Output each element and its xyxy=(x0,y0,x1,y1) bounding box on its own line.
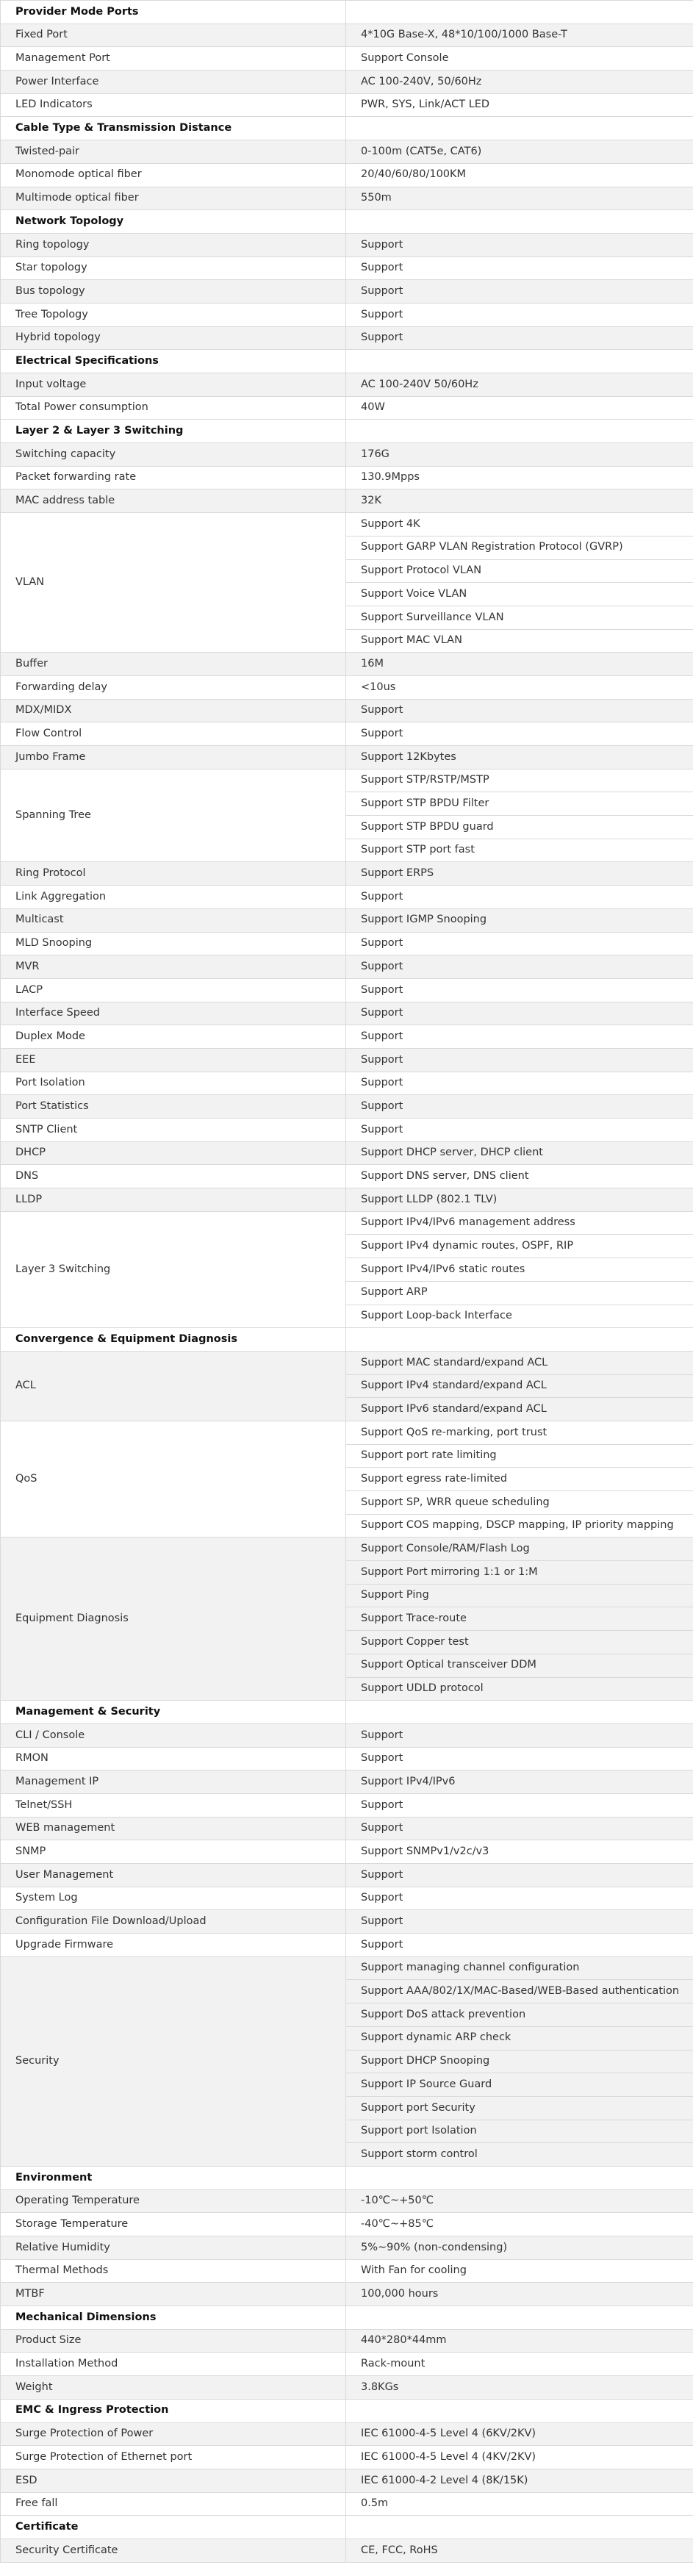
spec-row xyxy=(1,1793,693,1817)
spec-label: MDX/MIDX xyxy=(1,699,346,722)
spec-row xyxy=(1,653,693,676)
section-spacer-cell xyxy=(346,1,693,24)
spec-label: Layer 3 Switching xyxy=(1,1211,346,1327)
spec-row xyxy=(1,2492,693,2516)
spec-value: IEC 61000-4-5 Level 4 (6KV/2KV) xyxy=(346,2422,693,2446)
spec-value: 100,000 hours xyxy=(346,2283,693,2306)
spec-value: Support STP BPDU guard xyxy=(346,816,693,839)
spec-value: Support xyxy=(346,1747,693,1770)
spec-label: Security Certificate xyxy=(1,2539,346,2562)
spec-value: 130.9Mpps xyxy=(346,466,693,489)
spec-row xyxy=(1,886,693,909)
spec-label: Operating Temperature xyxy=(1,2189,346,2213)
spec-value: Support storm control xyxy=(346,2143,693,2167)
spec-value: Support Console xyxy=(346,47,693,71)
spec-row xyxy=(1,978,693,1002)
spec-value: Support Ping xyxy=(346,1584,693,1607)
spec-label: Flow Control xyxy=(1,722,346,746)
spec-label: Power Interface xyxy=(1,71,346,94)
spec-label: Forwarding delay xyxy=(1,675,346,699)
spec-value: Support Console/RAM/Flash Log xyxy=(346,1538,693,1561)
spec-row xyxy=(1,373,693,397)
spec-row xyxy=(1,699,693,722)
spec-value: Support 4K xyxy=(346,513,693,537)
spec-row xyxy=(1,1817,693,1840)
spec-value: Support xyxy=(346,1072,693,1095)
spec-value: AC 100-240V 50/60Hz xyxy=(346,373,693,397)
spec-row xyxy=(1,513,693,537)
spec-value: Support IPv4 dynamic routes, OSPF, RIP xyxy=(346,1235,693,1258)
spec-label: Jumbo Frame xyxy=(1,746,346,769)
spec-row xyxy=(1,303,693,326)
spec-value: Support xyxy=(346,1864,693,1887)
spec-value: Support STP port fast xyxy=(346,839,693,862)
spec-value: Support Copper test xyxy=(346,1631,693,1654)
spec-value: 0-100m (CAT5e, CAT6) xyxy=(346,140,693,164)
section-spacer-cell xyxy=(346,350,693,373)
spec-label: Interface Speed xyxy=(1,1002,346,1025)
spec-value: Support IGMP Snooping xyxy=(346,908,693,932)
section-title: EMC & Ingress Protection xyxy=(1,2399,346,2422)
spec-label: Hybrid topology xyxy=(1,326,346,350)
section-title: Network Topology xyxy=(1,210,346,234)
section-spacer-cell xyxy=(346,2306,693,2330)
spec-row xyxy=(1,2259,693,2283)
spec-label: LACP xyxy=(1,978,346,1002)
spec-value: Support MAC VLAN xyxy=(346,629,693,653)
spec-value: Support xyxy=(346,1025,693,1049)
spec-value: Support xyxy=(346,1048,693,1072)
spec-row xyxy=(1,932,693,955)
spec-label: Switching capacity xyxy=(1,443,346,467)
spec-row xyxy=(1,93,693,117)
spec-row xyxy=(1,2213,693,2236)
spec-value: Support Voice VLAN xyxy=(346,583,693,606)
spec-row xyxy=(1,326,693,350)
spec-row xyxy=(1,1025,693,1049)
spec-label: MTBF xyxy=(1,2283,346,2306)
spec-row xyxy=(1,908,693,932)
spec-value: Support egress rate-limited xyxy=(346,1468,693,1491)
spec-label: Twisted-pair xyxy=(1,140,346,164)
spec-row xyxy=(1,443,693,467)
spec-row xyxy=(1,1119,693,1142)
spec-value: 5%~90% (non-condensing) xyxy=(346,2236,693,2260)
spec-value: Support xyxy=(346,1887,693,1910)
section-title: Mechanical Dimensions xyxy=(1,2306,346,2330)
spec-label: System Log xyxy=(1,1887,346,1910)
spec-value: Support xyxy=(346,256,693,280)
spec-value: 32K xyxy=(346,489,693,513)
spec-value: Support GARP VLAN Registration Protocol (GVRP) xyxy=(346,536,693,559)
spec-label: Fixed Port xyxy=(1,24,346,47)
spec-label: VLAN xyxy=(1,513,346,653)
spec-row xyxy=(1,2469,693,2492)
spec-label: Ring topology xyxy=(1,233,346,256)
spec-label: Spanning Tree xyxy=(1,769,346,862)
spec-value: AC 100-240V, 50/60Hz xyxy=(346,71,693,94)
section-header-row xyxy=(1,2516,693,2539)
spec-label: Tree Topology xyxy=(1,303,346,326)
spec-row xyxy=(1,2446,693,2469)
spec-label: Total Power consumption xyxy=(1,396,346,420)
spec-row xyxy=(1,187,693,210)
spec-row xyxy=(1,1165,693,1188)
spec-row xyxy=(1,47,693,71)
spec-row xyxy=(1,2329,693,2353)
section-title: Management & Security xyxy=(1,1701,346,1724)
spec-row xyxy=(1,1048,693,1072)
spec-row xyxy=(1,1095,693,1119)
spec-value: Support ERPS xyxy=(346,862,693,886)
spec-value: Support COS mapping, DSCP mapping, IP priority mapping xyxy=(346,1514,693,1538)
spec-label: Duplex Mode xyxy=(1,1025,346,1049)
spec-value: Rack-mount xyxy=(346,2353,693,2376)
spec-row xyxy=(1,163,693,187)
spec-value: Support xyxy=(346,233,693,256)
spec-row xyxy=(1,2353,693,2376)
spec-row xyxy=(1,1840,693,1864)
spec-value: Support AAA/802/1X/MAC-Based/WEB-Based authentication xyxy=(346,1980,693,2003)
spec-value: Support DNS server, DNS client xyxy=(346,1165,693,1188)
spec-value: Support xyxy=(346,303,693,326)
spec-value: Support DHCP Snooping xyxy=(346,2050,693,2073)
spec-value: Support Trace-route xyxy=(346,1607,693,1631)
spec-row xyxy=(1,2189,693,2213)
spec-label: RMON xyxy=(1,1747,346,1770)
spec-row xyxy=(1,1072,693,1095)
section-spacer-cell xyxy=(346,117,693,140)
spec-value: Support xyxy=(346,1119,693,1142)
spec-value: Support xyxy=(346,932,693,955)
spec-row xyxy=(1,489,693,513)
spec-row xyxy=(1,1421,693,1444)
spec-value: 0.5m xyxy=(346,2492,693,2516)
section-spacer-cell xyxy=(346,210,693,234)
spec-row xyxy=(1,233,693,256)
spec-value: Support SNMPv1/v2c/v3 xyxy=(346,1840,693,1864)
spec-value: Support MAC standard/expand ACL xyxy=(346,1351,693,1374)
spec-value: Support xyxy=(346,978,693,1002)
spec-value: Support Surveillance VLAN xyxy=(346,606,693,629)
spec-label: Port Isolation xyxy=(1,1072,346,1095)
section-header-row xyxy=(1,1,693,24)
spec-row xyxy=(1,1002,693,1025)
spec-label: User Management xyxy=(1,1864,346,1887)
section-spacer-cell xyxy=(346,2399,693,2422)
spec-value: PWR, SYS, Link/ACT LED xyxy=(346,93,693,117)
spec-value: Support xyxy=(346,1793,693,1817)
spec-row xyxy=(1,2236,693,2260)
spec-label: Link Aggregation xyxy=(1,886,346,909)
section-title: Provider Mode Ports xyxy=(1,1,346,24)
spec-value: CE, FCC, RoHS xyxy=(346,2539,693,2562)
spec-value: Support IPv4/IPv6 xyxy=(346,1770,693,1794)
spec-row xyxy=(1,1188,693,1212)
spec-row xyxy=(1,1887,693,1910)
spec-value: Support IPv4 standard/expand ACL xyxy=(346,1374,693,1398)
spec-row xyxy=(1,140,693,164)
spec-value: IEC 61000-4-5 Level 4 (4KV/2KV) xyxy=(346,2446,693,2469)
spec-label: Packet forwarding rate xyxy=(1,466,346,489)
spec-row xyxy=(1,396,693,420)
spec-label: Product Size xyxy=(1,2329,346,2353)
spec-row xyxy=(1,746,693,769)
spec-row xyxy=(1,1351,693,1374)
spec-row xyxy=(1,1538,693,1561)
spec-row xyxy=(1,722,693,746)
spec-label: Free fall xyxy=(1,2492,346,2516)
spec-value: Support port rate limiting xyxy=(346,1444,693,1468)
spec-value: Support 12Kbytes xyxy=(346,746,693,769)
spec-value: Support xyxy=(346,1910,693,1934)
spec-label: Buffer xyxy=(1,653,346,676)
section-header-row xyxy=(1,2399,693,2422)
spec-value: Support DHCP server, DHCP client xyxy=(346,1141,693,1165)
spec-value: Support xyxy=(346,326,693,350)
spec-label: Multimode optical fiber xyxy=(1,187,346,210)
section-spacer-cell xyxy=(346,2166,693,2189)
spec-row xyxy=(1,955,693,979)
spec-label: Security xyxy=(1,1956,346,2166)
section-title: Electrical Specifications xyxy=(1,350,346,373)
spec-value: Support managing channel configuration xyxy=(346,1956,693,1980)
spec-label: LLDP xyxy=(1,1188,346,1212)
section-spacer-cell xyxy=(346,1328,693,1352)
spec-value: Support Loop-back Interface xyxy=(346,1305,693,1328)
spec-label: SNTP Client xyxy=(1,1119,346,1142)
spec-row xyxy=(1,769,693,792)
spec-label: Multicast xyxy=(1,908,346,932)
spec-value: Support UDLD protocol xyxy=(346,1677,693,1701)
spec-label: Star topology xyxy=(1,256,346,280)
spec-row xyxy=(1,1934,693,1957)
spec-value: Support Protocol VLAN xyxy=(346,559,693,583)
spec-label: Thermal Methods xyxy=(1,2259,346,2283)
spec-value: 440*280*44mm xyxy=(346,2329,693,2353)
spec-value: Support xyxy=(346,1817,693,1840)
spec-label: Upgrade Firmware xyxy=(1,1934,346,1957)
spec-value: Support xyxy=(346,1723,693,1747)
spec-value: -10℃~+50℃ xyxy=(346,2189,693,2213)
spec-label: MVR xyxy=(1,955,346,979)
spec-label: Storage Temperature xyxy=(1,2213,346,2236)
spec-value: -40℃~+85℃ xyxy=(346,2213,693,2236)
spec-value: Support ARP xyxy=(346,1281,693,1305)
section-header-row xyxy=(1,117,693,140)
spec-row xyxy=(1,24,693,47)
section-header-row xyxy=(1,2166,693,2189)
spec-value: 40W xyxy=(346,396,693,420)
spec-label: MLD Snooping xyxy=(1,932,346,955)
spec-value: 4*10G Base-X, 48*10/100/1000 Base-T xyxy=(346,24,693,47)
section-header-row xyxy=(1,420,693,443)
spec-value: Support xyxy=(346,1095,693,1119)
spec-value: Support Port mirroring 1:1 or 1:M xyxy=(346,1561,693,1585)
spec-row xyxy=(1,1211,693,1235)
spec-row xyxy=(1,1141,693,1165)
spec-value: <10us xyxy=(346,675,693,699)
section-header-row xyxy=(1,2306,693,2330)
spec-label: LED Indicators xyxy=(1,93,346,117)
spec-label: DHCP xyxy=(1,1141,346,1165)
section-spacer-cell xyxy=(346,2516,693,2539)
spec-value: 176G xyxy=(346,443,693,467)
spec-label: Configuration File Download/Upload xyxy=(1,1910,346,1934)
spec-value: 3.8KGs xyxy=(346,2376,693,2400)
spec-label: Installation Method xyxy=(1,2353,346,2376)
spec-value: 16M xyxy=(346,653,693,676)
spec-value: Support QoS re-marking, port trust xyxy=(346,1421,693,1444)
spec-label: Weight xyxy=(1,2376,346,2400)
spec-row xyxy=(1,466,693,489)
section-header-row xyxy=(1,1328,693,1352)
section-title: Certificate xyxy=(1,2516,346,2539)
spec-row xyxy=(1,1770,693,1794)
spec-label: WEB management xyxy=(1,1817,346,1840)
spec-value: Support STP/RSTP/MSTP xyxy=(346,769,693,792)
spec-row xyxy=(1,1910,693,1934)
spec-row xyxy=(1,2422,693,2446)
spec-label: MAC address table xyxy=(1,489,346,513)
section-title: Layer 2 & Layer 3 Switching xyxy=(1,420,346,443)
spec-value: Support port Isolation xyxy=(346,2120,693,2143)
spec-row xyxy=(1,256,693,280)
spec-label: Relative Humidity xyxy=(1,2236,346,2260)
section-header-row xyxy=(1,350,693,373)
spec-value: Support port Security xyxy=(346,2096,693,2120)
spec-label: QoS xyxy=(1,1421,346,1537)
spec-label: Port Statistics xyxy=(1,1095,346,1119)
section-spacer-cell xyxy=(346,420,693,443)
spec-row xyxy=(1,71,693,94)
spec-row xyxy=(1,280,693,304)
spec-value: 550m xyxy=(346,187,693,210)
spec-row xyxy=(1,1956,693,1980)
spec-label: Management IP xyxy=(1,1770,346,1794)
spec-row xyxy=(1,2539,693,2562)
spec-value: Support xyxy=(346,722,693,746)
spec-value: Support xyxy=(346,280,693,304)
spec-label: DNS xyxy=(1,1165,346,1188)
section-title: Cable Type & Transmission Distance xyxy=(1,117,346,140)
spec-value: Support IPv6 standard/expand ACL xyxy=(346,1398,693,1421)
spec-row xyxy=(1,2376,693,2400)
section-spacer-cell xyxy=(346,1701,693,1724)
spec-label: ESD xyxy=(1,2469,346,2492)
spec-table-body xyxy=(1,1,693,2563)
spec-value: Support dynamic ARP check xyxy=(346,2026,693,2050)
spec-value: Support DoS attack prevention xyxy=(346,2003,693,2027)
spec-value: Support xyxy=(346,1002,693,1025)
spec-label: Surge Protection of Power xyxy=(1,2422,346,2446)
spec-row xyxy=(1,2283,693,2306)
spec-label: SNMP xyxy=(1,1840,346,1864)
spec-label: Ring Protocol xyxy=(1,862,346,886)
spec-label: Monomode optical fiber xyxy=(1,163,346,187)
spec-value: Support xyxy=(346,886,693,909)
spec-label: Equipment Diagnosis xyxy=(1,1538,346,1701)
spec-value: Support SP, WRR queue scheduling xyxy=(346,1491,693,1515)
spec-label: Management Port xyxy=(1,47,346,71)
spec-value: Support xyxy=(346,1934,693,1957)
spec-label: Bus topology xyxy=(1,280,346,304)
spec-label: Input voltage xyxy=(1,373,346,397)
spec-value: Support xyxy=(346,699,693,722)
spec-label: Telnet/SSH xyxy=(1,1793,346,1817)
spec-value: Support Optical transceiver DDM xyxy=(346,1654,693,1677)
spec-value: Support LLDP (802.1 TLV) xyxy=(346,1188,693,1212)
section-title: Environment xyxy=(1,2166,346,2189)
spec-value: With Fan for cooling xyxy=(346,2259,693,2283)
spec-value: Support xyxy=(346,955,693,979)
spec-value: Support IPv4/IPv6 static routes xyxy=(346,1258,693,1282)
spec-value: Support IP Source Guard xyxy=(346,2073,693,2097)
spec-row xyxy=(1,1747,693,1770)
spec-row xyxy=(1,862,693,886)
section-header-row xyxy=(1,1701,693,1724)
spec-value: Support IPv4/IPv6 management address xyxy=(346,1211,693,1235)
section-header-row xyxy=(1,210,693,234)
section-title: Convergence & Equipment Diagnosis xyxy=(1,1328,346,1352)
spec-label: ACL xyxy=(1,1351,346,1421)
spec-label: Surge Protection of Ethernet port xyxy=(1,2446,346,2469)
spec-row xyxy=(1,1723,693,1747)
spec-value: 20/40/60/80/100KM xyxy=(346,163,693,187)
spec-value: IEC 61000-4-2 Level 4 (8K/15K) xyxy=(346,2469,693,2492)
spec-row xyxy=(1,675,693,699)
spec-label: CLI / Console xyxy=(1,1723,346,1747)
spec-row xyxy=(1,1864,693,1887)
spec-value: Support STP BPDU Filter xyxy=(346,792,693,816)
spec-label: EEE xyxy=(1,1048,346,1072)
